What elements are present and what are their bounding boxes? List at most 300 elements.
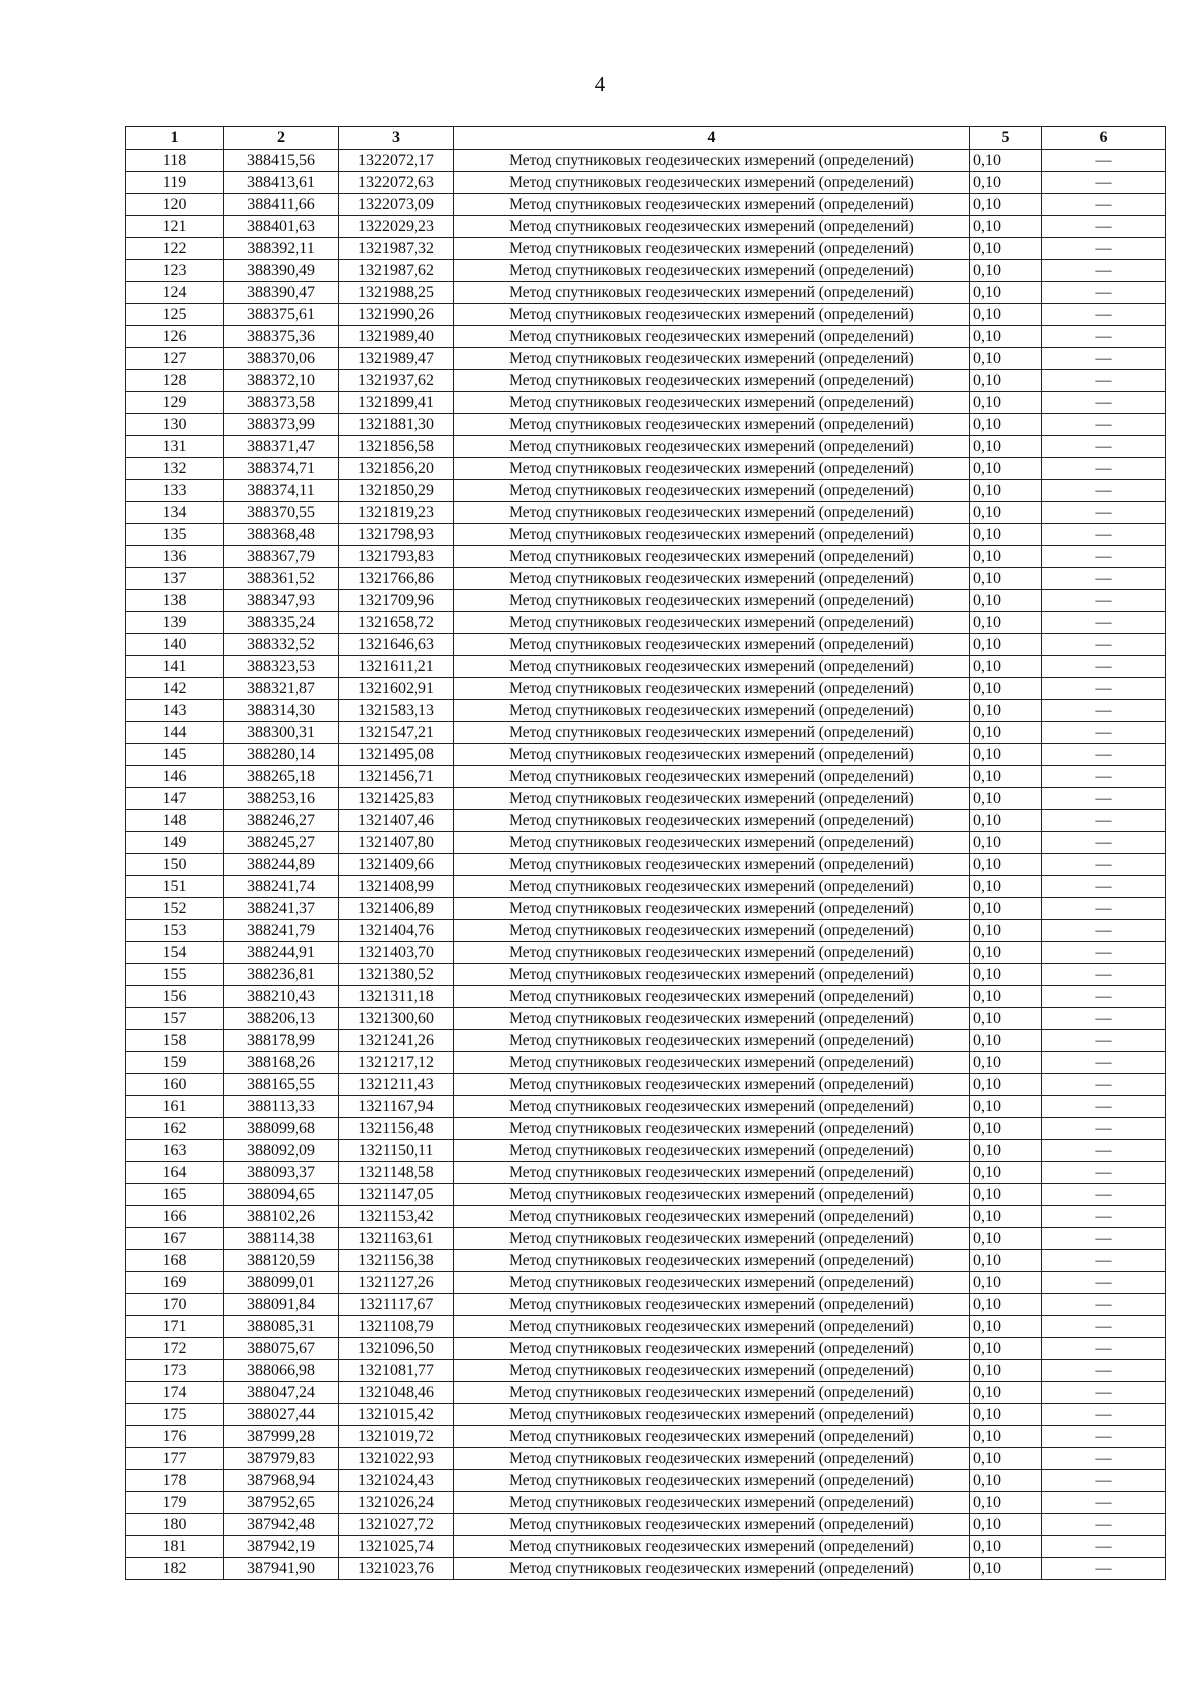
note-cell: — — [1042, 480, 1166, 502]
x-coordinate-cell: 388093,37 — [224, 1162, 339, 1184]
y-coordinate-cell: 1321611,21 — [339, 656, 454, 678]
table-row — [126, 1272, 1166, 1294]
x-coordinate-cell: 388375,36 — [224, 326, 339, 348]
x-coordinate-cell: 388374,71 — [224, 458, 339, 480]
y-coordinate-cell: 1321798,93 — [339, 524, 454, 546]
point-number-cell: 137 — [126, 568, 224, 590]
table-row — [126, 260, 1166, 282]
x-coordinate-cell: 388027,44 — [224, 1404, 339, 1426]
y-coordinate-cell: 1321156,48 — [339, 1118, 454, 1140]
y-coordinate-cell: 1321989,47 — [339, 348, 454, 370]
point-number-cell: 122 — [126, 238, 224, 260]
accuracy-cell: 0,10 — [970, 942, 1042, 964]
accuracy-cell: 0,10 — [970, 612, 1042, 634]
method-cell: Метод спутниковых геодезических измерений (определений) — [454, 1558, 970, 1580]
y-coordinate-cell: 1321425,83 — [339, 788, 454, 810]
y-coordinate-cell: 1321793,83 — [339, 546, 454, 568]
column-header-2: 2 — [224, 127, 339, 150]
accuracy-cell: 0,10 — [970, 1492, 1042, 1514]
x-coordinate-cell: 388168,26 — [224, 1052, 339, 1074]
x-coordinate-cell: 388332,52 — [224, 634, 339, 656]
accuracy-cell: 0,10 — [970, 1250, 1042, 1272]
point-number-cell: 180 — [126, 1514, 224, 1536]
table-row — [126, 1118, 1166, 1140]
x-coordinate-cell: 388370,06 — [224, 348, 339, 370]
table-row — [126, 1030, 1166, 1052]
y-coordinate-cell: 1321150,11 — [339, 1140, 454, 1162]
accuracy-cell: 0,10 — [970, 1052, 1042, 1074]
y-coordinate-cell: 1321148,58 — [339, 1162, 454, 1184]
table-row — [126, 436, 1166, 458]
note-cell: — — [1042, 986, 1166, 1008]
table-row — [126, 238, 1166, 260]
method-cell: Метод спутниковых геодезических измерений (определений) — [454, 898, 970, 920]
method-cell: Метод спутниковых геодезических измерений (определений) — [454, 1052, 970, 1074]
note-cell: — — [1042, 1228, 1166, 1250]
y-coordinate-cell: 1321403,70 — [339, 942, 454, 964]
note-cell: — — [1042, 502, 1166, 524]
point-number-cell: 133 — [126, 480, 224, 502]
table-row — [126, 920, 1166, 942]
point-number-cell: 151 — [126, 876, 224, 898]
x-coordinate-cell: 387942,48 — [224, 1514, 339, 1536]
note-cell: — — [1042, 722, 1166, 744]
accuracy-cell: 0,10 — [970, 986, 1042, 1008]
y-coordinate-cell: 1321646,63 — [339, 634, 454, 656]
x-coordinate-cell: 388094,65 — [224, 1184, 339, 1206]
table-row — [126, 194, 1166, 216]
point-number-cell: 158 — [126, 1030, 224, 1052]
x-coordinate-cell: 388244,89 — [224, 854, 339, 876]
x-coordinate-cell: 388390,47 — [224, 282, 339, 304]
method-cell: Метод спутниковых геодезических измерений (определений) — [454, 832, 970, 854]
note-cell: — — [1042, 1206, 1166, 1228]
table-row — [126, 1558, 1166, 1580]
x-coordinate-cell: 387952,65 — [224, 1492, 339, 1514]
accuracy-cell: 0,10 — [970, 1514, 1042, 1536]
point-number-cell: 155 — [126, 964, 224, 986]
point-number-cell: 153 — [126, 920, 224, 942]
accuracy-cell: 0,10 — [970, 1426, 1042, 1448]
point-number-cell: 157 — [126, 1008, 224, 1030]
note-cell: — — [1042, 1140, 1166, 1162]
y-coordinate-cell: 1321025,74 — [339, 1536, 454, 1558]
y-coordinate-cell: 1321380,52 — [339, 964, 454, 986]
y-coordinate-cell: 1321987,62 — [339, 260, 454, 282]
note-cell: — — [1042, 1074, 1166, 1096]
accuracy-cell: 0,10 — [970, 1338, 1042, 1360]
note-cell: — — [1042, 656, 1166, 678]
table-row — [126, 458, 1166, 480]
point-number-cell: 148 — [126, 810, 224, 832]
accuracy-cell: 0,10 — [970, 590, 1042, 612]
accuracy-cell: 0,10 — [970, 898, 1042, 920]
method-cell: Метод спутниковых геодезических измерений (определений) — [454, 634, 970, 656]
point-number-cell: 118 — [126, 150, 224, 172]
y-coordinate-cell: 1321167,94 — [339, 1096, 454, 1118]
point-number-cell: 125 — [126, 304, 224, 326]
y-coordinate-cell: 1321658,72 — [339, 612, 454, 634]
note-cell: — — [1042, 568, 1166, 590]
accuracy-cell: 0,10 — [970, 1074, 1042, 1096]
y-coordinate-cell: 1321117,67 — [339, 1294, 454, 1316]
note-cell: — — [1042, 348, 1166, 370]
point-number-cell: 159 — [126, 1052, 224, 1074]
x-coordinate-cell: 388300,31 — [224, 722, 339, 744]
x-coordinate-cell: 388241,79 — [224, 920, 339, 942]
table-row — [126, 722, 1166, 744]
point-number-cell: 131 — [126, 436, 224, 458]
x-coordinate-cell: 388280,14 — [224, 744, 339, 766]
method-cell: Метод спутниковых геодезических измерений (определений) — [454, 1272, 970, 1294]
method-cell: Метод спутниковых геодезических измерений (определений) — [454, 1338, 970, 1360]
y-coordinate-cell: 1321127,26 — [339, 1272, 454, 1294]
point-number-cell: 134 — [126, 502, 224, 524]
point-number-cell: 136 — [126, 546, 224, 568]
table-row — [126, 480, 1166, 502]
table-row — [126, 1470, 1166, 1492]
accuracy-cell: 0,10 — [970, 1470, 1042, 1492]
accuracy-cell: 0,10 — [970, 722, 1042, 744]
method-cell: Метод спутниковых геодезических измерений (определений) — [454, 260, 970, 282]
method-cell: Метод спутниковых геодезических измерений (определений) — [454, 612, 970, 634]
column-header-3: 3 — [339, 127, 454, 150]
method-cell: Метод спутниковых геодезических измерений (определений) — [454, 1492, 970, 1514]
method-cell: Метод спутниковых геодезических измерений (определений) — [454, 1404, 970, 1426]
note-cell: — — [1042, 1338, 1166, 1360]
x-coordinate-cell: 388113,33 — [224, 1096, 339, 1118]
method-cell: Метод спутниковых геодезических измерений (определений) — [454, 150, 970, 172]
note-cell: — — [1042, 238, 1166, 260]
note-cell: — — [1042, 1404, 1166, 1426]
table-row — [126, 1360, 1166, 1382]
x-coordinate-cell: 388361,52 — [224, 568, 339, 590]
x-coordinate-cell: 388099,68 — [224, 1118, 339, 1140]
accuracy-cell: 0,10 — [970, 832, 1042, 854]
method-cell: Метод спутниковых геодезических измерений (определений) — [454, 480, 970, 502]
note-cell: — — [1042, 634, 1166, 656]
method-cell: Метод спутниковых геодезических измерений (определений) — [454, 744, 970, 766]
point-number-cell: 147 — [126, 788, 224, 810]
x-coordinate-cell: 388390,49 — [224, 260, 339, 282]
accuracy-cell: 0,10 — [970, 1294, 1042, 1316]
x-coordinate-cell: 388092,09 — [224, 1140, 339, 1162]
note-cell: — — [1042, 1492, 1166, 1514]
y-coordinate-cell: 1321019,72 — [339, 1426, 454, 1448]
y-coordinate-cell: 1321987,32 — [339, 238, 454, 260]
table-row — [126, 1294, 1166, 1316]
table-row — [126, 150, 1166, 172]
x-coordinate-cell: 387941,90 — [224, 1558, 339, 1580]
accuracy-cell: 0,10 — [970, 1558, 1042, 1580]
note-cell: — — [1042, 1294, 1166, 1316]
note-cell: — — [1042, 1448, 1166, 1470]
x-coordinate-cell: 388075,67 — [224, 1338, 339, 1360]
method-cell: Метод спутниковых геодезических измерений (определений) — [454, 1382, 970, 1404]
x-coordinate-cell: 388371,47 — [224, 436, 339, 458]
point-number-cell: 146 — [126, 766, 224, 788]
x-coordinate-cell: 388241,37 — [224, 898, 339, 920]
x-coordinate-cell: 388401,63 — [224, 216, 339, 238]
x-coordinate-cell: 388236,81 — [224, 964, 339, 986]
accuracy-cell: 0,10 — [970, 524, 1042, 546]
x-coordinate-cell: 388370,55 — [224, 502, 339, 524]
y-coordinate-cell: 1321026,24 — [339, 1492, 454, 1514]
point-number-cell: 164 — [126, 1162, 224, 1184]
point-number-cell: 129 — [126, 392, 224, 414]
note-cell: — — [1042, 876, 1166, 898]
y-coordinate-cell: 1321583,13 — [339, 700, 454, 722]
y-coordinate-cell: 1321024,43 — [339, 1470, 454, 1492]
accuracy-cell: 0,10 — [970, 1404, 1042, 1426]
accuracy-cell: 0,10 — [970, 326, 1042, 348]
x-coordinate-cell: 388367,79 — [224, 546, 339, 568]
accuracy-cell: 0,10 — [970, 744, 1042, 766]
point-number-cell: 172 — [126, 1338, 224, 1360]
accuracy-cell: 0,10 — [970, 964, 1042, 986]
x-coordinate-cell: 388244,91 — [224, 942, 339, 964]
table-row — [126, 678, 1166, 700]
y-coordinate-cell: 1321027,72 — [339, 1514, 454, 1536]
table-row — [126, 502, 1166, 524]
method-cell: Метод спутниковых геодезических измерений (определений) — [454, 810, 970, 832]
method-cell: Метод спутниковых геодезических измерений (определений) — [454, 920, 970, 942]
y-coordinate-cell: 1321015,42 — [339, 1404, 454, 1426]
y-coordinate-cell: 1321108,79 — [339, 1316, 454, 1338]
y-coordinate-cell: 1321147,05 — [339, 1184, 454, 1206]
note-cell: — — [1042, 1052, 1166, 1074]
method-cell: Метод спутниковых геодезических измерений (определений) — [454, 1426, 970, 1448]
table-row — [126, 700, 1166, 722]
x-coordinate-cell: 388413,61 — [224, 172, 339, 194]
y-coordinate-cell: 1321096,50 — [339, 1338, 454, 1360]
y-coordinate-cell: 1322029,23 — [339, 216, 454, 238]
y-coordinate-cell: 1321937,62 — [339, 370, 454, 392]
x-coordinate-cell: 387999,28 — [224, 1426, 339, 1448]
table-row — [126, 172, 1166, 194]
x-coordinate-cell: 387942,19 — [224, 1536, 339, 1558]
table-row — [126, 1074, 1166, 1096]
accuracy-cell: 0,10 — [970, 370, 1042, 392]
method-cell: Метод спутниковых геодезических измерений (определений) — [454, 1316, 970, 1338]
accuracy-cell: 0,10 — [970, 304, 1042, 326]
method-cell: Метод спутниковых геодезических измерений (определений) — [454, 436, 970, 458]
table-row — [126, 348, 1166, 370]
note-cell: — — [1042, 898, 1166, 920]
y-coordinate-cell: 1321856,20 — [339, 458, 454, 480]
x-coordinate-cell: 387979,83 — [224, 1448, 339, 1470]
y-coordinate-cell: 1321850,29 — [339, 480, 454, 502]
table-row — [126, 1514, 1166, 1536]
point-number-cell: 132 — [126, 458, 224, 480]
note-cell: — — [1042, 1250, 1166, 1272]
point-number-cell: 182 — [126, 1558, 224, 1580]
accuracy-cell: 0,10 — [970, 1096, 1042, 1118]
table-row — [126, 216, 1166, 238]
column-header-4: 4 — [454, 127, 970, 150]
x-coordinate-cell: 388335,24 — [224, 612, 339, 634]
accuracy-cell: 0,10 — [970, 194, 1042, 216]
y-coordinate-cell: 1321988,25 — [339, 282, 454, 304]
table-row — [126, 1250, 1166, 1272]
y-coordinate-cell: 1321163,61 — [339, 1228, 454, 1250]
y-coordinate-cell: 1321022,93 — [339, 1448, 454, 1470]
table-row — [126, 282, 1166, 304]
point-number-cell: 176 — [126, 1426, 224, 1448]
y-coordinate-cell: 1321217,12 — [339, 1052, 454, 1074]
table-row — [126, 1184, 1166, 1206]
table-row — [126, 810, 1166, 832]
point-number-cell: 181 — [126, 1536, 224, 1558]
method-cell: Метод спутниковых геодезических измерений (определений) — [454, 986, 970, 1008]
note-cell: — — [1042, 260, 1166, 282]
x-coordinate-cell: 388066,98 — [224, 1360, 339, 1382]
x-coordinate-cell: 388411,66 — [224, 194, 339, 216]
x-coordinate-cell: 388047,24 — [224, 1382, 339, 1404]
note-cell: — — [1042, 1382, 1166, 1404]
point-number-cell: 167 — [126, 1228, 224, 1250]
method-cell: Метод спутниковых геодезических измерений (определений) — [454, 1228, 970, 1250]
x-coordinate-cell: 388373,58 — [224, 392, 339, 414]
x-coordinate-cell: 388178,99 — [224, 1030, 339, 1052]
point-number-cell: 143 — [126, 700, 224, 722]
accuracy-cell: 0,10 — [970, 1316, 1042, 1338]
x-coordinate-cell: 388091,84 — [224, 1294, 339, 1316]
x-coordinate-cell: 388210,43 — [224, 986, 339, 1008]
point-number-cell: 173 — [126, 1360, 224, 1382]
accuracy-cell: 0,10 — [970, 788, 1042, 810]
note-cell: — — [1042, 788, 1166, 810]
point-number-cell: 119 — [126, 172, 224, 194]
method-cell: Метод спутниковых геодезических измерений (определений) — [454, 1096, 970, 1118]
accuracy-cell: 0,10 — [970, 1272, 1042, 1294]
method-cell: Метод спутниковых геодезических измерений (определений) — [454, 1140, 970, 1162]
x-coordinate-cell: 388347,93 — [224, 590, 339, 612]
column-header-6: 6 — [1042, 127, 1166, 150]
y-coordinate-cell: 1321819,23 — [339, 502, 454, 524]
method-cell: Метод спутниковых геодезических измерений (определений) — [454, 1030, 970, 1052]
table-row — [126, 1536, 1166, 1558]
note-cell: — — [1042, 392, 1166, 414]
point-number-cell: 141 — [126, 656, 224, 678]
table-row — [126, 392, 1166, 414]
note-cell: — — [1042, 1514, 1166, 1536]
x-coordinate-cell: 388120,59 — [224, 1250, 339, 1272]
note-cell: — — [1042, 920, 1166, 942]
table-row — [126, 370, 1166, 392]
point-number-cell: 156 — [126, 986, 224, 1008]
note-cell: — — [1042, 744, 1166, 766]
point-number-cell: 162 — [126, 1118, 224, 1140]
x-coordinate-cell: 388102,26 — [224, 1206, 339, 1228]
method-cell: Метод спутниковых геодезических измерений (определений) — [454, 1294, 970, 1316]
note-cell: — — [1042, 1426, 1166, 1448]
table-row — [126, 1382, 1166, 1404]
point-number-cell: 163 — [126, 1140, 224, 1162]
accuracy-cell: 0,10 — [970, 1536, 1042, 1558]
table-row — [126, 942, 1166, 964]
point-number-cell: 123 — [126, 260, 224, 282]
accuracy-cell: 0,10 — [970, 678, 1042, 700]
point-number-cell: 171 — [126, 1316, 224, 1338]
table-row — [126, 1492, 1166, 1514]
table-row — [126, 590, 1166, 612]
x-coordinate-cell: 388085,31 — [224, 1316, 339, 1338]
method-cell: Метод спутниковых геодезических измерений (определений) — [454, 876, 970, 898]
y-coordinate-cell: 1321241,26 — [339, 1030, 454, 1052]
note-cell: — — [1042, 436, 1166, 458]
note-cell: — — [1042, 1030, 1166, 1052]
point-number-cell: 140 — [126, 634, 224, 656]
accuracy-cell: 0,10 — [970, 1228, 1042, 1250]
method-cell: Метод спутниковых геодезических измерений (определений) — [454, 370, 970, 392]
table-row — [126, 524, 1166, 546]
method-cell: Метод спутниковых геодезических измерений (определений) — [454, 238, 970, 260]
y-coordinate-cell: 1321881,30 — [339, 414, 454, 436]
note-cell: — — [1042, 282, 1166, 304]
accuracy-cell: 0,10 — [970, 502, 1042, 524]
point-number-cell: 174 — [126, 1382, 224, 1404]
y-coordinate-cell: 1321407,46 — [339, 810, 454, 832]
method-cell: Метод спутниковых геодезических измерений (определений) — [454, 1074, 970, 1096]
table-row — [126, 546, 1166, 568]
point-number-cell: 160 — [126, 1074, 224, 1096]
x-coordinate-cell: 388368,48 — [224, 524, 339, 546]
point-number-cell: 138 — [126, 590, 224, 612]
method-cell: Метод спутниковых геодезических измерений (определений) — [454, 1118, 970, 1140]
x-coordinate-cell: 387968,94 — [224, 1470, 339, 1492]
method-cell: Метод спутниковых геодезических измерений (определений) — [454, 502, 970, 524]
accuracy-cell: 0,10 — [970, 1448, 1042, 1470]
method-cell: Метод спутниковых геодезических измерений (определений) — [454, 942, 970, 964]
accuracy-cell: 0,10 — [970, 172, 1042, 194]
note-cell: — — [1042, 458, 1166, 480]
x-coordinate-cell: 388206,13 — [224, 1008, 339, 1030]
x-coordinate-cell: 388245,27 — [224, 832, 339, 854]
point-number-cell: 145 — [126, 744, 224, 766]
accuracy-cell: 0,10 — [970, 480, 1042, 502]
accuracy-cell: 0,10 — [970, 854, 1042, 876]
note-cell: — — [1042, 524, 1166, 546]
method-cell: Метод спутниковых геодезических измерений (определений) — [454, 1536, 970, 1558]
header-row — [126, 127, 1166, 150]
method-cell: Метод спутниковых геодезических измерений (определений) — [454, 656, 970, 678]
method-cell: Метод спутниковых геодезических измерений (определений) — [454, 722, 970, 744]
accuracy-cell: 0,10 — [970, 1382, 1042, 1404]
note-cell: — — [1042, 1536, 1166, 1558]
note-cell: — — [1042, 370, 1166, 392]
method-cell: Метод спутниковых геодезических измерений (определений) — [454, 1470, 970, 1492]
y-coordinate-cell: 1322073,09 — [339, 194, 454, 216]
point-number-cell: 120 — [126, 194, 224, 216]
y-coordinate-cell: 1321081,77 — [339, 1360, 454, 1382]
accuracy-cell: 0,10 — [970, 568, 1042, 590]
note-cell: — — [1042, 854, 1166, 876]
accuracy-cell: 0,10 — [970, 700, 1042, 722]
note-cell: — — [1042, 1184, 1166, 1206]
point-number-cell: 178 — [126, 1470, 224, 1492]
method-cell: Метод спутниковых геодезических измерений (определений) — [454, 282, 970, 304]
point-number-cell: 175 — [126, 1404, 224, 1426]
point-number-cell: 135 — [126, 524, 224, 546]
x-coordinate-cell: 388415,56 — [224, 150, 339, 172]
note-cell: — — [1042, 194, 1166, 216]
table-row — [126, 986, 1166, 1008]
y-coordinate-cell: 1321409,66 — [339, 854, 454, 876]
method-cell: Метод спутниковых геодезических измерений (определений) — [454, 1250, 970, 1272]
point-number-cell: 161 — [126, 1096, 224, 1118]
accuracy-cell: 0,10 — [970, 1030, 1042, 1052]
